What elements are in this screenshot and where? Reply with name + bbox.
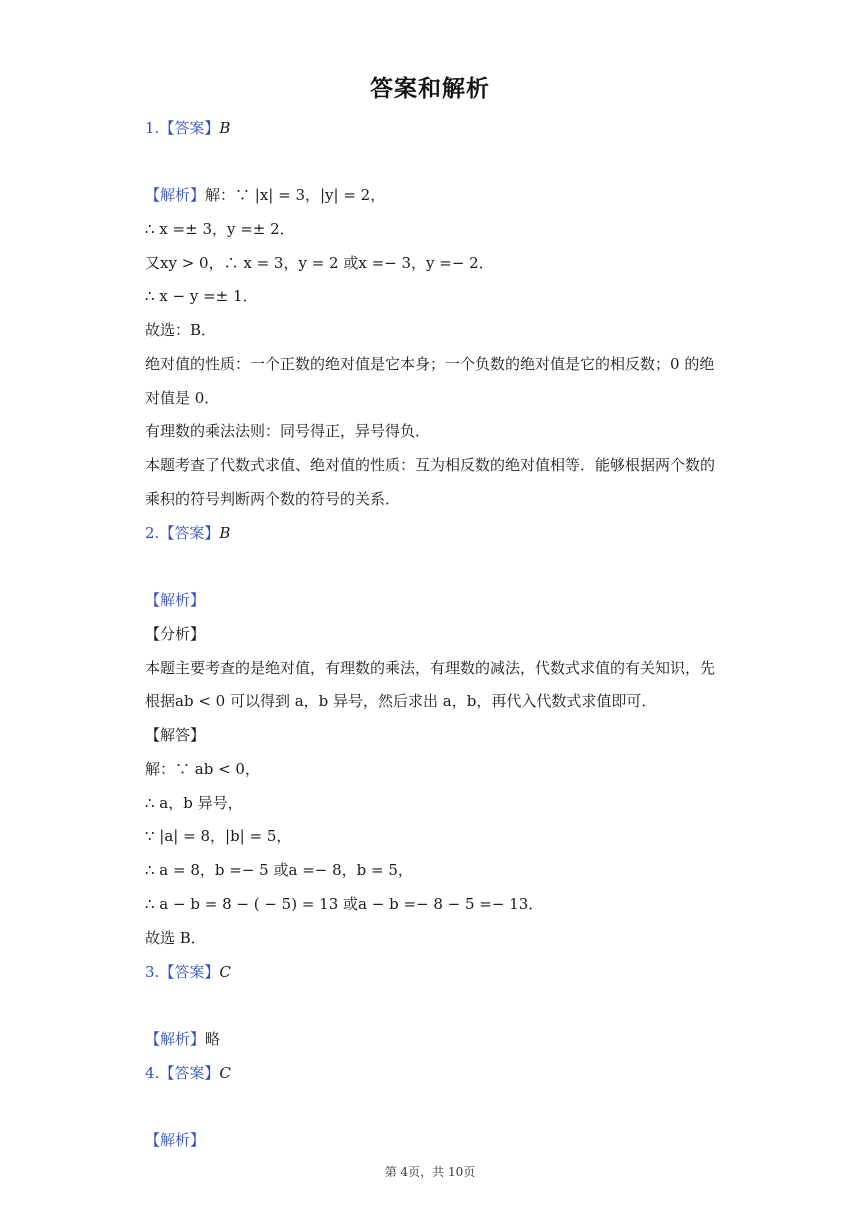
item-number: 1. (145, 119, 160, 137)
solution-line: ∴ x − y =± 1． (145, 287, 258, 305)
item-number: 4. (145, 1064, 160, 1082)
item-number: 2. (145, 524, 160, 542)
solution-line: 有理数的乘法法则：同号得正，异号得负． (145, 422, 431, 440)
jieda-tag: 【解答】 (145, 726, 206, 744)
solution-line: 本题考查了代数式求值、绝对值的性质：互为相反数的绝对值相等．能够根据两个数的 (145, 456, 716, 474)
analysis-line (145, 1029, 725, 1049)
solution-line: 故选：B． (145, 321, 217, 339)
solution-line: 绝对值的性质：一个正数的绝对值是它本身；一个负数的绝对值是它的相反数；0 的绝 (145, 355, 715, 373)
answer-line-2 (145, 523, 725, 543)
answer-line-4 (145, 1063, 725, 1083)
answer-value: B (219, 524, 231, 542)
solution-line: 根据ab < 0 可以得到 a，b 异号，然后求出 a，b，再代入代数式求值即可． (145, 692, 657, 710)
answer-value: C (219, 1064, 231, 1082)
solution-line: 解：∵ ab < 0， (145, 760, 260, 778)
solution-line: 乘积的符号判断两个数的符号的关系． (145, 490, 401, 508)
answer-tag: 【答案】 (159, 1064, 220, 1082)
solution-line: ∴ x =± 3，y =± 2． (145, 220, 295, 238)
analysis-tag (145, 590, 725, 610)
analysis-line (145, 1130, 725, 1150)
solution-text: 解：∵ |x| = 3，|y| = 2， (205, 186, 386, 204)
answer-value: C (219, 963, 231, 981)
page-title: 答案和解析 (370, 76, 490, 102)
answer-line-3 (145, 962, 725, 982)
solution-line: 又xy > 0，∴ x = 3，y = 2 或x =− 3，y =− 2． (145, 254, 494, 272)
solution-line: 对值是 0． (145, 389, 220, 407)
analysis-tag: 【解析】 (145, 1030, 206, 1048)
analysis-tag: 【解析】 (145, 186, 206, 204)
solution-line: 故选 B． (145, 929, 206, 947)
answer-value: B (219, 119, 231, 137)
analysis-tag-text: 【解析】 (145, 591, 206, 609)
answer-tag: 【答案】 (159, 119, 220, 137)
analysis-tag: 【解析】 (145, 1131, 206, 1149)
analysis-line (145, 185, 725, 205)
fenxi-tag: 【分析】 (145, 625, 206, 643)
item-number: 3. (145, 963, 160, 981)
solution-line: ∵ |a| = 8，|b| = 5， (145, 827, 292, 845)
solution-line: ∴ a = 8，b =− 5 或a =− 8，b = 5， (145, 861, 413, 879)
answer-line-1 (145, 118, 725, 138)
page-footer: 第 4页，共 10页 (384, 1165, 476, 1179)
answer-tag: 【答案】 (159, 524, 220, 542)
solution-line: ∴ a − b = 8 − ( − 5) = 13 或a − b =− 8 − 5 =− 13． (145, 895, 544, 913)
solution-line: ∴ a，b 异号， (145, 794, 243, 812)
solution-line: 本题主要考查的是绝对值，有理数的乘法，有理数的减法，代数式求值的有关知识，先 (145, 659, 716, 677)
solution-text: 略 (205, 1030, 221, 1048)
answer-tag: 【答案】 (159, 963, 220, 981)
